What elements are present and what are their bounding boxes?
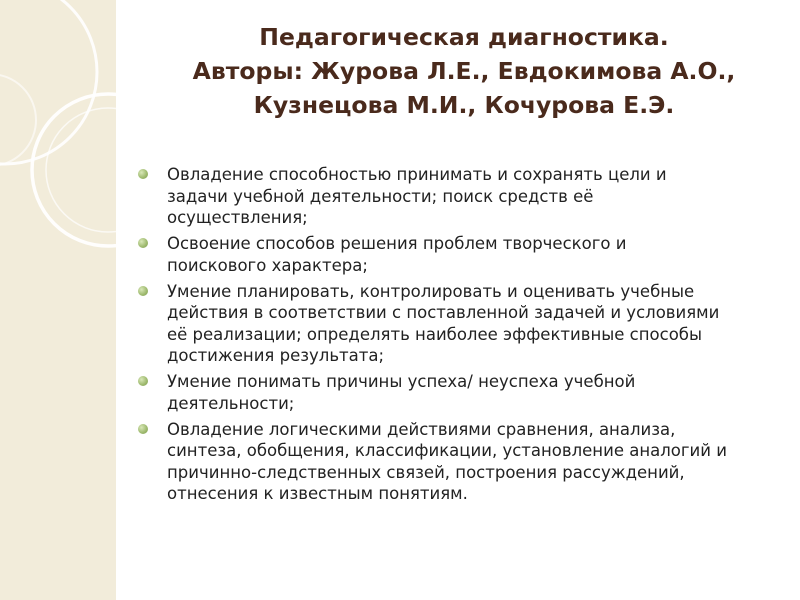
title-line: Педагогическая диагностика. bbox=[259, 23, 669, 51]
bullet-line: Умение понимать причины успеха/ неуспеха учебной bbox=[167, 372, 636, 391]
bullet-line: Овладение логическими действиями сравнения, анализа, bbox=[167, 419, 676, 439]
bullet-list bbox=[138, 164, 778, 505]
side-panel-divider bbox=[116, 0, 119, 600]
slide-content bbox=[138, 164, 778, 509]
title-line: Кузнецова М.И., Кочурова Е.Э. bbox=[253, 91, 675, 119]
bullet-line: её реализации; определять наиболее эффективные способы bbox=[167, 324, 703, 344]
bullet-text bbox=[167, 419, 778, 505]
bullet-text bbox=[167, 233, 778, 276]
decorative-side-panel bbox=[0, 0, 116, 600]
bullet-line: деятельности; bbox=[167, 393, 295, 413]
bullet-line: поискового характера; bbox=[167, 255, 368, 275]
bullet-line: осуществления; bbox=[167, 208, 308, 227]
bullet-text bbox=[167, 281, 778, 367]
bullet-line: действия в соответствии с поставленной задачей и условиями bbox=[167, 303, 720, 322]
bullet-line: Овладение способностью принимать и сохранять цели и bbox=[167, 165, 667, 184]
bullet-item bbox=[138, 281, 778, 367]
bullet-line: отнесения к известным понятиям. bbox=[167, 484, 468, 503]
bullet-line: задачи учебной деятельности; поиск средств её bbox=[167, 186, 594, 206]
bullet-line: Умение планировать, контролировать и оценивать учебные bbox=[167, 281, 695, 301]
bullet-line: причинно-следственных связей, построения рассуждений, bbox=[167, 462, 685, 482]
title-line: Авторы: Журова Л.Е., Евдокимова А.О., bbox=[192, 57, 736, 85]
decorative-rings-icon bbox=[0, 0, 116, 600]
bullet-dot-icon bbox=[138, 238, 148, 248]
bullet-text bbox=[167, 164, 778, 229]
bullet-dot-icon bbox=[138, 286, 148, 296]
bullet-line: достижения результата; bbox=[167, 346, 385, 365]
bullet-item bbox=[138, 419, 778, 505]
bullet-line: Освоение способов решения проблем творческого и bbox=[167, 234, 627, 253]
bullet-text bbox=[167, 371, 778, 414]
bullet-item bbox=[138, 233, 778, 276]
bullet-dot-icon bbox=[138, 169, 148, 179]
bullet-line: синтеза, обобщения, классификации, установление аналогий и bbox=[167, 441, 727, 460]
bullet-dot-icon bbox=[138, 424, 148, 434]
bullet-dot-icon bbox=[138, 376, 148, 386]
bullet-item bbox=[138, 371, 778, 414]
slide-title bbox=[130, 20, 798, 122]
bullet-item bbox=[138, 164, 778, 229]
